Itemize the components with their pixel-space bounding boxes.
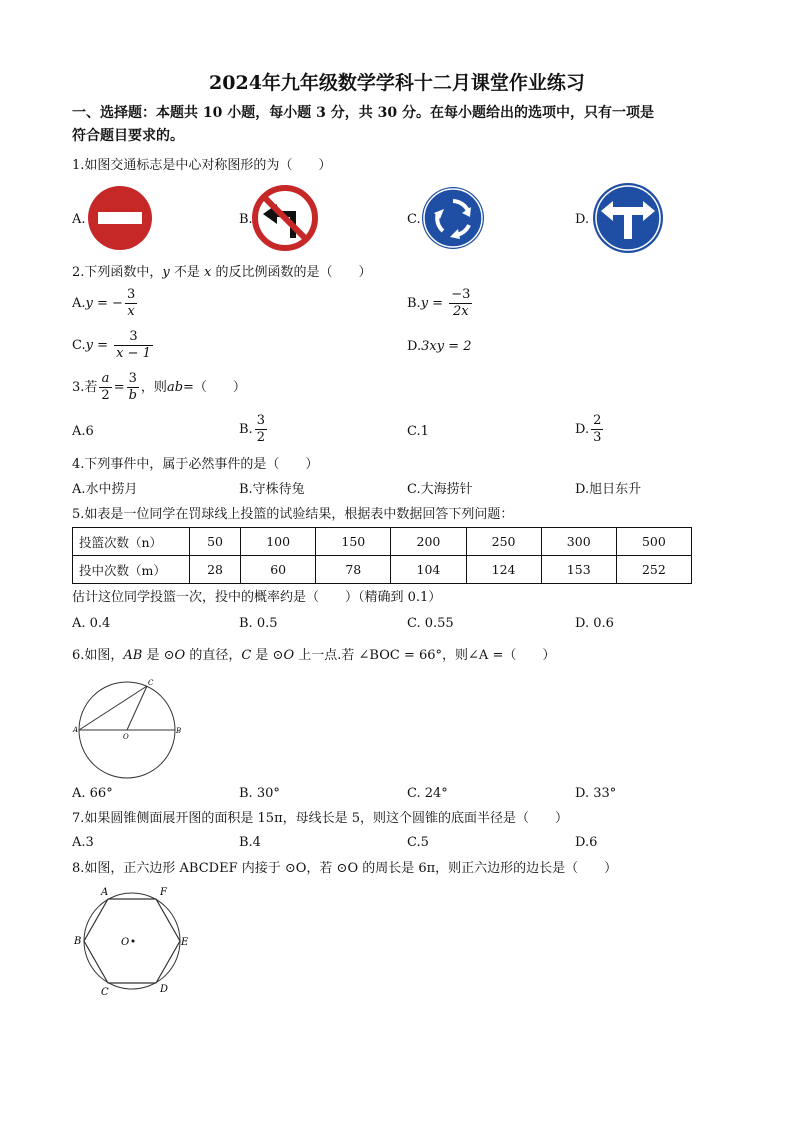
figure-label: C <box>148 679 154 687</box>
figure-label: B <box>74 936 82 947</box>
q4-option-b: B.守株待兔 <box>239 482 305 497</box>
q3-option-b: B. $\frac{3}{2}$ <box>239 413 265 445</box>
figure-label: C <box>101 987 109 998</box>
table-cell: 60 <box>241 556 316 584</box>
q1-option-d-label: D. <box>575 212 590 227</box>
q2-option-a: A.y = − $\frac{3}{x}$ <box>72 287 136 319</box>
q5-option-d: D. 0.6 <box>575 616 614 631</box>
q5-option-c: C. 0.55 <box>407 616 454 631</box>
basketball-results-table <box>72 527 692 584</box>
figure-label: B <box>176 727 182 735</box>
table-row-header: 投篮次数（n） <box>73 528 190 556</box>
table-cell: 500 <box>616 528 691 556</box>
q6-option-a: A. 66° <box>72 786 113 801</box>
q2-option-d: D.3xy = 2 <box>407 339 472 354</box>
q3-option-a: A.6 <box>72 424 94 439</box>
q4-option-d: D.旭日东升 <box>575 482 642 497</box>
q5-option-b: B. 0.5 <box>239 616 278 631</box>
q6-circle-figure <box>70 675 185 784</box>
q1-option-a-label: A. <box>72 212 86 227</box>
q7-option-d: D.6 <box>575 835 598 850</box>
q7-option-c: C.5 <box>407 835 429 850</box>
question-4-text: 4.下列事件中，属于必然事件的是（ ） <box>72 457 319 472</box>
table-cell: 300 <box>541 528 616 556</box>
page-title: 2024年九年级数学学科十二月课堂作业练习 <box>209 72 585 94</box>
question-5-text: 5.如表是一位同学在罚球线上投篮的试验结果，根据表中数据回答下列问题： <box>72 507 514 522</box>
figure-label: O <box>123 733 129 741</box>
figure-label: E <box>181 937 189 948</box>
table-row <box>73 556 692 584</box>
no-left-turn-sign-icon <box>251 184 319 252</box>
q6-option-c: C. 24° <box>407 786 448 801</box>
no-entry-sign-icon <box>86 184 154 252</box>
q7-option-b: B.4 <box>239 835 261 850</box>
section-heading <box>72 102 732 148</box>
table-cell: 252 <box>616 556 691 584</box>
q8-hexagon-figure <box>70 884 195 1003</box>
question-3-text: 3.若 $\frac{a}{2}$ = $\frac{3}{b}$ ，则ab=（ ） <box>72 371 246 403</box>
q6-option-b: B. 30° <box>239 786 280 801</box>
figure-label: A <box>73 726 79 734</box>
q6-option-d: D. 33° <box>575 786 617 801</box>
table-cell: 28 <box>190 556 241 584</box>
table-cell: 100 <box>241 528 316 556</box>
table-cell: 200 <box>391 528 466 556</box>
section-heading-line1: 一、选择题：本题共 10 小题，每小题 3 分，共 30 分。在每小题给出的选项中，只有一项是 <box>72 105 654 121</box>
q4-option-a: A.水中捞月 <box>72 482 138 497</box>
section-heading-line2: 符合题目要求的。 <box>72 128 184 144</box>
table-cell: 150 <box>316 528 391 556</box>
q2-option-c: C.y = $\frac{3}{x - 1}$ <box>72 329 151 361</box>
table-cell: 124 <box>466 556 541 584</box>
q4-option-c: C.大海捞针 <box>407 482 473 497</box>
figure-label: O <box>121 937 130 948</box>
q3-option-d: D. $\frac{2}{3}$ <box>575 413 602 445</box>
q5-option-a: A. 0.4 <box>72 616 111 631</box>
figure-label: F <box>160 887 167 898</box>
figure-label: A <box>101 887 109 898</box>
table-cell: 50 <box>190 528 241 556</box>
table-cell: 104 <box>391 556 466 584</box>
table-row <box>73 528 692 556</box>
question-2-text: 2.下列函数中，y 不是 x 的反比例函数的是（ ） <box>72 265 372 280</box>
q1-option-b-label: B. <box>239 212 253 227</box>
table-cell: 250 <box>466 528 541 556</box>
q1-option-c-label: C. <box>407 212 421 227</box>
figure-label: D <box>160 984 169 995</box>
table-row-header: 投中次数（m） <box>73 556 190 584</box>
table-cell: 78 <box>316 556 391 584</box>
question-8-text: 8.如图，正六边形 ABCDEF 内接于 ⊙O，若 ⊙O 的周长是 6π，则正六边形的边长是（ ） <box>72 861 618 876</box>
roundabout-sign-icon <box>420 185 486 251</box>
question-7-text: 7.如果圆锥侧面展开图的面积是 15π，母线长是 5，则这个圆锥的底面半径是（ ） <box>72 811 569 826</box>
q7-option-a: A.3 <box>72 835 94 850</box>
question-6-text: 6.如图，AB 是 ⊙O 的直径，C 是 ⊙O 上一点.若 ∠BOC = 66°，则∠A =（ ） <box>72 648 556 663</box>
q3-option-c: C.1 <box>407 424 429 439</box>
left-right-turn-sign-icon <box>591 181 665 255</box>
table-cell: 153 <box>541 556 616 584</box>
q2-option-b: B.y = $\frac{-3}{2x}$ <box>407 287 471 319</box>
question-1-text: 1.如图交通标志是中心对称图形的为（ ） <box>72 158 332 173</box>
q5-question: 估计这位同学投篮一次，投中的概率约是（ ）（精确到 0.1） <box>72 590 442 605</box>
